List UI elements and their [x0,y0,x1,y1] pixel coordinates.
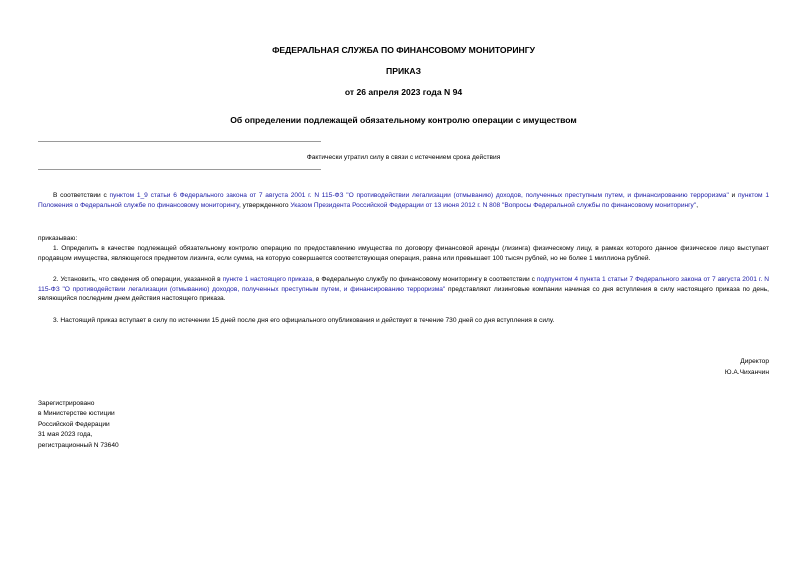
item-1-paragraph: 1. Определить в качестве подлежащей обязательному контролю операцию по предоставлению имущества по договору финансовой аренды (лизинга) физическому лицу, в рамках которого данное физическое лицо выступает продавцом имущества, являющегося предметом лизинга, если сумма, на которую совершается соответствующая операция, равна или превышает 100 тысяч рублей, но не более 1 миллиона рублей. [38,245,769,262]
document-type: ПРИКАЗ [386,66,421,76]
item-1-reference-link[interactable]: пункте 1 настоящего приказа [222,276,313,283]
registration-block [38,399,119,451]
order-word: приказываю: [38,235,78,242]
regulation-link[interactable]: пунктом 1 Положения о Федеральной службе по финансовому мониторингу [38,192,769,209]
preamble-paragraph [38,191,769,210]
registration-line-4: 31 мая 2023 года, [38,431,93,439]
registration-line-2: в Министерстве юстиции [38,410,115,418]
registration-line-1: Зарегистрировано [38,400,95,407]
signature-block [725,357,769,378]
status-note: Фактически утратил силу в связи с истечением срока действия [306,154,501,161]
item-2-text-2: , в Федеральную службу по финансовому мониторингу в соответствии с [312,276,537,283]
signatory-position: Директор [740,358,769,365]
preamble-text-2: и [728,192,738,199]
divider-bottom [38,169,321,170]
document-title: Об определении подлежащей обязательному контролю операции с имуществом [230,115,577,125]
document-date: от 26 апреля 2023 года N 94 [344,87,463,97]
item-2-text-1: 2. Установить, что сведения об операции, указанной в [53,276,223,283]
presidential-decree-link[interactable]: Указом Президента Российской Федерации от 13 июня 2012 г. N 808 "Вопросы Федеральной службы по финансовому мониторингу" [290,201,697,209]
law-115-fz-link[interactable]: пунктом 1_9 статьи 6 Федерального закона от 7 августа 2001 г. N 115-ФЗ "О противодействии легализации (отмыванию) доходов, полученных преступным путем, и финансированию терроризма" [109,192,729,199]
item-2-text-3: представляют лизинговые компании начиная со дня вступления в силу настоящего приказа по день, являющийся последним днем действия настоящего приказа. [38,285,769,303]
item-2-paragraph [38,275,769,304]
law-article-7-link[interactable]: подпунктом 4 пункта 1 статьи 7 Федерального закона от 7 августа 2001 г. N 115-ФЗ "О противодействии легализации (отмыванию) доходов, полученных преступным путем, и финансированию терроризма" [38,276,769,293]
item-3-paragraph: 3. Настоящий приказ вступает в силу по истечении 15 дней после дня его официального опубликования и действует в течение 730 дней со дня вступления в силу. [53,317,555,324]
signatory-name: Ю.А.Чиханчин [724,368,769,376]
divider-top [38,141,321,142]
registration-line-3: Российской Федерации [38,420,110,428]
registration-line-5: регистрационный N 73640 [38,441,119,449]
preamble-text-3: , утвержденного [238,201,291,209]
agency-name: ФЕДЕРАЛЬНАЯ СЛУЖБА ПО ФИНАНСОВОМУ МОНИТОРИНГУ [272,45,535,55]
preamble-text-4: , [696,201,699,209]
preamble-text-1: В соответствии с [53,192,110,199]
